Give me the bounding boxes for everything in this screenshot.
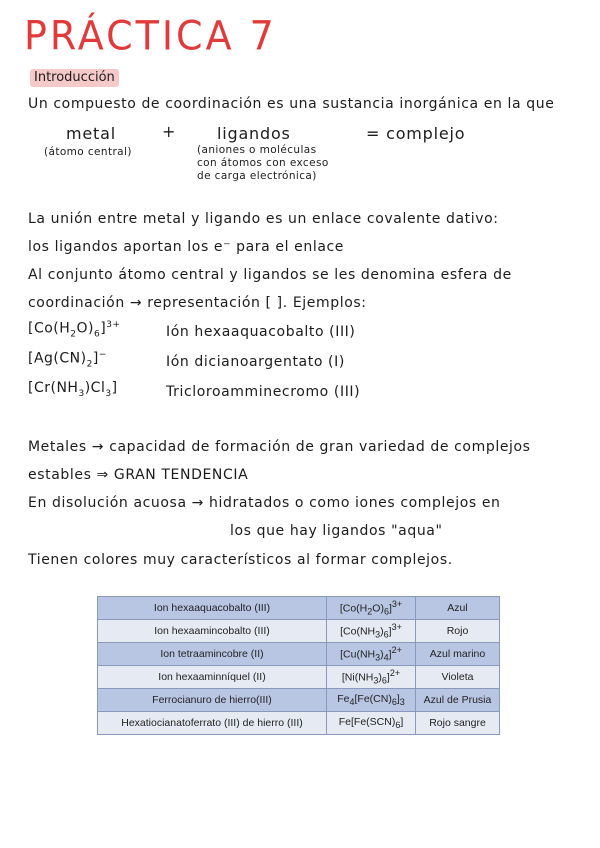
paragraph2-line-5: Tienen colores muy característicos al formar complejos. xyxy=(28,552,453,568)
ligands-note-3: de carga electrónica) xyxy=(197,170,317,182)
complex-name-cell: Ferrocianuro de hierro(III) xyxy=(98,689,327,712)
example-name-2: Ión dicianoargentato (I) xyxy=(166,354,345,370)
ligands-note-1: (aniones o moléculas xyxy=(197,144,317,156)
ligands-note-2: con átomos con exceso xyxy=(197,157,329,169)
paragraph1-line-3: Al conjunto átomo central y ligandos se les denomina esfera de xyxy=(28,267,512,283)
paragraph2-line-3: En disolución acuosa → hidratados o como iones complejos en xyxy=(28,495,501,511)
table-row xyxy=(98,643,500,666)
paragraph1-line-2: los ligandos aportan los e⁻ para el enlace xyxy=(28,239,345,255)
complex-colors-table xyxy=(97,596,500,735)
complex-color-cell: Azul xyxy=(416,597,500,620)
complex-name-cell: Ion hexaaminníquel (II) xyxy=(98,666,327,689)
paragraph2-line-2: estables ⇒ GRAN TENDENCIA xyxy=(28,467,249,483)
complex-color-cell: Rojo sangre xyxy=(416,712,500,735)
complex-color-cell: Azul marino xyxy=(416,643,500,666)
table-row xyxy=(98,666,500,689)
example-name-1: Ión hexaaquacobalto (III) xyxy=(166,324,356,340)
paragraph1-line-4: coordinación → representación [ ]. Ejemplos: xyxy=(28,295,367,311)
equation-plus: + xyxy=(162,122,177,141)
table-row xyxy=(98,620,500,643)
complex-color-cell: Azul de Prusia xyxy=(416,689,500,712)
equation-metal: metal xyxy=(66,124,116,143)
complex-formula-cell: $[Co(NH_3)_6]^{3+}$ xyxy=(327,620,416,643)
paragraph2-line-1: Metales → capacidad de formación de gran variedad de complejos xyxy=(28,439,531,455)
complex-formula-cell: $[Cu(NH_3)_4]^{2+}$ xyxy=(327,643,416,666)
page-title: PRÁCTICA 7 xyxy=(24,12,277,60)
equation-result: = complejo xyxy=(366,124,466,143)
example-formula-2: $[Ag(CN)_2]^-$ xyxy=(28,350,107,370)
complex-formula-cell: $[Ni(NH_3)_6]^{2+}$ xyxy=(327,666,416,689)
example-name-3: Tricloroamminecromo (III) xyxy=(166,384,361,400)
complex-name-cell: Hexatiocianatoferrato (III) de hierro (III) xyxy=(98,712,327,735)
equation-ligands: ligandos xyxy=(217,124,291,143)
table-row xyxy=(98,689,500,712)
complex-color-cell: Violeta xyxy=(416,666,500,689)
complex-name-cell: Ion hexaaquacobalto (III) xyxy=(98,597,327,620)
complex-color-cell: Rojo xyxy=(416,620,500,643)
complex-name-cell: Ion tetraamincobre (II) xyxy=(98,643,327,666)
table-row xyxy=(98,712,500,735)
complex-name-cell: Ion hexaamincobalto (III) xyxy=(98,620,327,643)
section-heading: Introducción xyxy=(30,69,119,87)
table-row xyxy=(98,597,500,620)
complex-formula-cell: $Fe_4[Fe(CN)_6]_3$ xyxy=(327,689,416,712)
metal-note: (átomo central) xyxy=(44,146,132,158)
paragraph2-line-4: los que hay ligandos "aqua" xyxy=(230,523,443,539)
complex-formula-cell: $Fe[Fe(SCN)_6]$ xyxy=(327,712,416,735)
example-formula-3: $[Cr(NH_3)Cl_3]$ xyxy=(28,380,118,399)
example-formula-1: $[Co(H_2O)_6]^{3+}$ xyxy=(28,320,121,340)
paragraph1-line-1: La unión entre metal y ligando es un enlace covalente dativo: xyxy=(28,211,499,227)
complex-formula-cell: $[Co(H_2O)_6]^{3+}$ xyxy=(327,597,416,620)
intro-line: Un compuesto de coordinación es una sustancia inorgánica en la que xyxy=(28,96,555,112)
